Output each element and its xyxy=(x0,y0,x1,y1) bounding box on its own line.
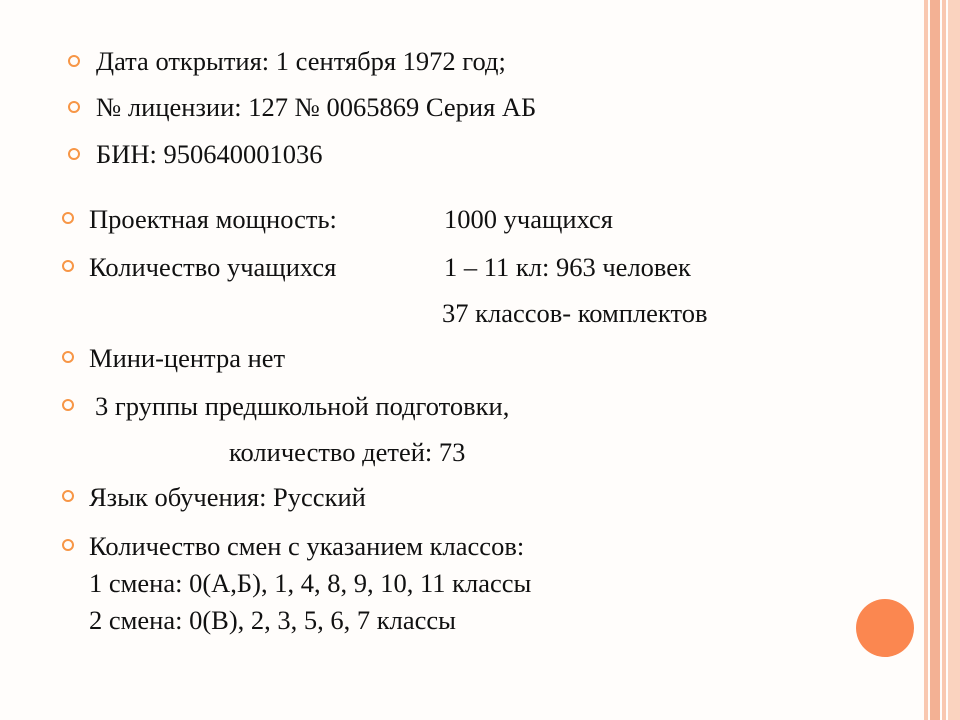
bullet-icon xyxy=(62,260,74,272)
capacity-value: 1000 учащихся xyxy=(444,204,613,234)
students-label: Количество учащихся xyxy=(89,252,337,282)
shift-2: 2 смена: 0(В), 2, 3, 5, 6, 7 классы xyxy=(89,605,456,635)
language: Язык обучения: Русский xyxy=(89,482,366,512)
bullet-icon xyxy=(68,55,80,67)
bullet-icon xyxy=(62,399,74,411)
opening-date: Дата открытия: 1 сентября 1972 год; xyxy=(96,46,506,76)
bullet-icon xyxy=(62,351,74,363)
license-number: № лицензии: 127 № 0065869 Серия АБ xyxy=(96,92,537,122)
bullet-icon xyxy=(62,212,74,224)
classes-value: 37 классов- комплектов xyxy=(442,298,708,328)
bullet-icon xyxy=(68,101,80,113)
shift-1: 1 смена: 0(А,Б), 1, 4, 8, 9, 10, 11 классы xyxy=(89,568,532,598)
bullet-icon xyxy=(68,148,80,160)
shifts-title: Количество смен с указанием классов: xyxy=(89,531,525,561)
capacity-label: Проектная мощность: xyxy=(89,204,337,234)
decorative-stripes xyxy=(924,0,960,720)
mini-centers: Мини-центра нет xyxy=(89,343,286,373)
bullet-icon xyxy=(62,490,74,502)
stripe xyxy=(942,0,946,720)
stripe xyxy=(948,0,960,720)
stripe xyxy=(930,0,940,720)
bin-number: БИН: 950640001036 xyxy=(96,139,323,169)
students-value: 1 – 11 кл: 963 человек xyxy=(444,252,691,282)
bullet-icon xyxy=(62,539,74,551)
stripe xyxy=(924,0,928,720)
children-count: количество детей: 73 xyxy=(229,437,466,467)
decorative-circle xyxy=(856,599,914,657)
preschool-groups: 3 группы предшкольной подготовки, xyxy=(95,391,510,421)
